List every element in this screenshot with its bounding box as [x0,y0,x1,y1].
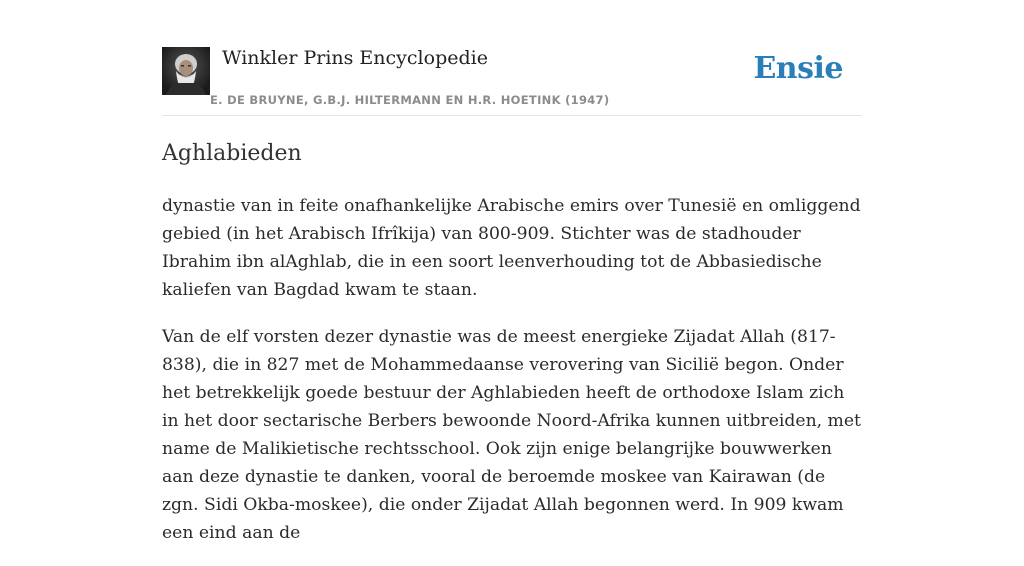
article-title: Aghlabieden [162,141,302,166]
site-header [162,46,862,116]
article-paragraph: dynastie van in feite onafhankelijke Arabische emirs over Tunesië en omliggend gebied (in het Arabisch Ifrîkija) van 800-909. Stichter was de stadhouder Ibrahim ibn alAghlab, die in een soort leenverhouding tot de Abbasiedische kaliefen van Bagdad kwam te staan. [162,196,861,300]
bearded-man-portrait-icon[interactable] [162,47,210,95]
article-body [162,192,862,566]
authors-line: E. DE BRUYNE, G.B.J. HILTERMANN EN H.R. HOETINK (1947) [210,93,610,107]
site-title[interactable]: Winkler Prins Encyclopedie [222,47,488,69]
ensie-logo[interactable]: Ensie [753,51,843,86]
article-paragraph: Van de elf vorsten dezer dynastie was de meest energieke Zijadat Allah (817-838), die in 827 met de Mohammedaanse verovering van Sicilië begon. Onder het betrekkelijk goede bestuur der Aghlabieden heeft de orthodoxe Islam zich in het door sectarische Berbers bewoonde Noord-Afrika kunnen uitbreiden, met name de Malikietische rechtsschool. Ook zijn enige belangrijke bouwwerken aan deze dynastie te danken, vooral de beroemde moskee van Kairawan (de zgn. Sidi Okba-moskee), die onder Zijadat Allah begonnen werd. In 909 kwam een eind aan de [162,327,861,543]
